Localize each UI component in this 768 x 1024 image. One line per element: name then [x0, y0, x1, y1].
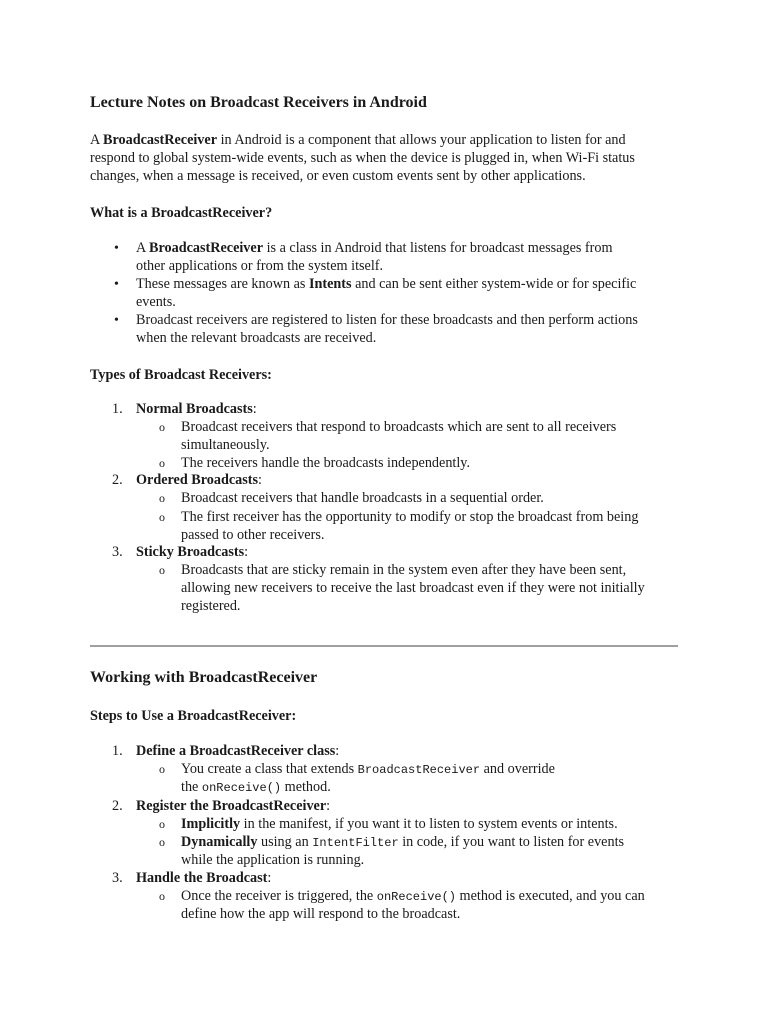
code-span: IntentFilter: [312, 836, 399, 850]
step-define-sub-line-1: [181, 760, 555, 779]
type-term: Ordered Broadcasts: [136, 472, 259, 488]
sub-bullet-marker: o: [159, 889, 165, 903]
step-term: Register the BroadcastReceiver: [136, 798, 327, 814]
step-text: in code, if you want to listen for events: [398, 834, 625, 850]
step-text: and override: [480, 761, 555, 777]
bullet-marker: •: [114, 277, 119, 292]
bullet-text: is a class in Android that listens for broadcast messages from: [263, 240, 613, 256]
type-term: Sticky Broadcasts: [136, 544, 245, 560]
step-define-label: [136, 742, 339, 760]
type-normal-label: [136, 400, 257, 418]
sub-bullet-marker: o: [159, 420, 165, 434]
section-title-working: Working with BroadcastReceiver: [90, 669, 318, 686]
step-register-sub-2-line-2: while the application is running.: [181, 852, 365, 868]
colon: :: [244, 544, 249, 560]
step-define-sub-line-2: [181, 778, 331, 797]
section-heading-types: Types of Broadcast Receivers:: [90, 367, 272, 383]
colon: :: [258, 472, 262, 488]
step-handle-sub-line-2: define how the app will respond to the broadcast.: [181, 906, 461, 922]
colon: :: [335, 743, 340, 759]
bullet-term: BroadcastReceiver: [149, 240, 264, 256]
step-term: Handle the Broadcast: [136, 870, 268, 886]
colon: :: [267, 870, 272, 886]
section-heading-steps: Steps to Use a BroadcastReceiver:: [90, 708, 297, 724]
step-text: You create a class that extends: [181, 761, 358, 777]
list-number: 1.: [112, 743, 123, 759]
what-bullet-2-line-1: [136, 275, 636, 293]
step-handle-sub-line-1: [181, 887, 645, 906]
bullet-term: Intents: [308, 276, 352, 292]
intro-text: A: [90, 132, 104, 148]
intro-text: in Android is a component that allows your application to listen for and: [217, 132, 626, 148]
type-ordered-sub-1: Broadcast receivers that handle broadcasts in a sequential order.: [181, 490, 544, 506]
bullet-text: These messages are known as: [136, 276, 309, 292]
code-span: onReceive(): [376, 890, 456, 904]
bullet-marker: •: [114, 241, 119, 256]
list-number: 2.: [112, 798, 123, 814]
type-normal-sub-2: The receivers handle the broadcasts independently.: [181, 455, 471, 471]
sub-bullet-marker: o: [159, 835, 165, 849]
type-ordered-sub-2-line-2: passed to other receivers.: [181, 527, 325, 543]
list-number: 3.: [112, 544, 123, 560]
type-sticky-sub-1-line-2: allowing new receivers to receive the last broadcast even if they were not initially: [181, 580, 645, 596]
type-normal-sub-1-line-2: simultaneously.: [181, 437, 270, 453]
bullet-marker: •: [114, 313, 119, 328]
sub-bullet-marker: o: [159, 762, 165, 776]
step-text: method.: [281, 779, 331, 795]
step-term: Implicitly: [181, 816, 241, 832]
bullet-text: and can be sent either system-wide or for specific: [351, 276, 637, 292]
sub-bullet-marker: o: [159, 456, 165, 470]
intro-line-3: changes, when a message is received, or even custom events sent by other applications.: [90, 168, 586, 184]
what-bullet-3-line-2: when the relevant broadcasts are received.: [136, 330, 377, 346]
step-handle-label: [136, 869, 271, 887]
intro-line-2: respond to global system-wide events, such as when the device is plugged in, when Wi-Fi status: [90, 150, 635, 166]
step-term: Define a BroadcastReceiver class: [136, 743, 336, 759]
colon: :: [326, 798, 331, 814]
code-span: onReceive(): [201, 781, 282, 795]
sub-bullet-marker: o: [159, 563, 165, 577]
horizontal-divider: [90, 645, 678, 647]
sub-bullet-marker: o: [159, 817, 165, 831]
code-span: BroadcastReceiver: [357, 763, 481, 777]
intro-line-1: [90, 131, 626, 149]
type-normal-sub-1-line-1: Broadcast receivers that respond to broadcasts which are sent to all receivers: [181, 419, 617, 435]
bullet-text: A: [136, 240, 150, 256]
colon: :: [252, 401, 257, 417]
sub-bullet-marker: o: [159, 510, 165, 524]
type-sticky-label: [136, 543, 248, 561]
list-number: 2.: [112, 472, 123, 488]
what-bullet-3-line-1: Broadcast receivers are registered to listen for these broadcasts and then perform actions: [136, 312, 638, 328]
what-bullet-1-line-2: other applications or from the system itself.: [136, 258, 384, 274]
what-bullet-2-line-2: events.: [136, 294, 176, 310]
step-text: the: [181, 779, 202, 795]
document-title: Lecture Notes on Broadcast Receivers in Android: [90, 94, 427, 111]
intro-term: BroadcastReceiver: [103, 132, 218, 148]
step-term: Dynamically: [181, 834, 258, 850]
type-ordered-label: [136, 471, 262, 489]
list-number: 1.: [112, 401, 123, 417]
sub-bullet-marker: o: [159, 491, 165, 505]
step-text: Once the receiver is triggered, the: [181, 888, 377, 904]
type-sticky-sub-1-line-3: registered.: [181, 598, 241, 614]
step-register-sub-1: [181, 815, 618, 833]
section-heading-what: What is a BroadcastReceiver?: [90, 205, 273, 221]
step-register-sub-2-line-1: [181, 833, 624, 852]
type-ordered-sub-2-line-1: The first receiver has the opportunity to modify or stop the broadcast from being: [181, 509, 639, 525]
what-bullet-1-line-1: [136, 239, 613, 257]
step-register-label: [136, 797, 330, 815]
list-number: 3.: [112, 870, 123, 886]
step-text: using an: [257, 834, 313, 850]
type-sticky-sub-1-line-1: Broadcasts that are sticky remain in the system even after they have been sent,: [181, 562, 627, 578]
type-term: Normal Broadcasts: [136, 401, 253, 417]
step-text: in the manifest, if you want it to listen to system events or intents.: [240, 816, 618, 832]
step-text: method is executed, and you can: [456, 888, 645, 904]
